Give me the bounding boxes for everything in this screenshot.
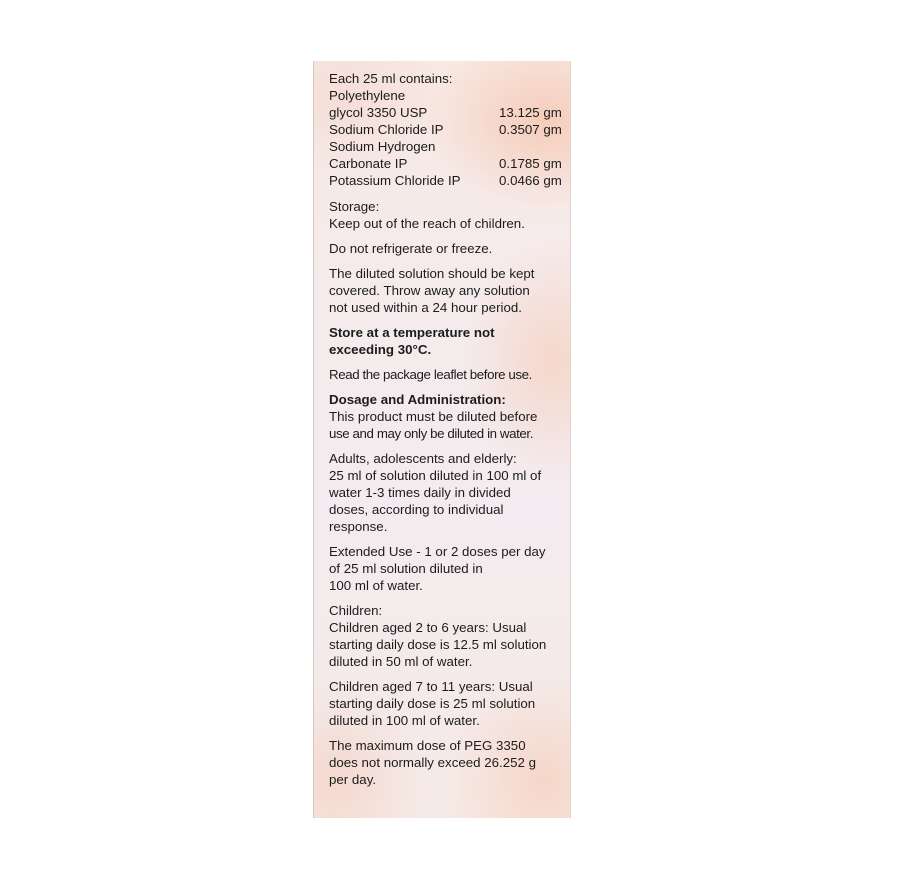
dosage-maximum [329, 737, 569, 788]
paragraph-line: 25 ml of solution diluted in 100 ml of [329, 468, 542, 483]
dosage-children [329, 602, 569, 670]
dosage-extended [329, 543, 569, 594]
storage-children-warning: Keep out of the reach of children. [329, 216, 525, 231]
ingredient-name: Potassium Chloride IP [329, 173, 461, 188]
paragraph-line: 100 ml of water. [329, 578, 423, 593]
ingredient-row [329, 155, 569, 172]
dosage-section [329, 391, 569, 442]
ingredient-amount: 13.125 gm [499, 105, 562, 120]
paragraph-line: diluted in 50 ml of water. [329, 654, 473, 669]
paragraph-line: covered. Throw away any solution [329, 283, 530, 298]
paragraph-line: does not normally exceed 26.252 g [329, 755, 536, 770]
ingredient-name: Sodium Chloride IP [329, 122, 444, 137]
ingredient-name: Carbonate IP [329, 156, 408, 171]
dosage-heading: Dosage and Administration: [329, 392, 506, 407]
paragraph-line: The diluted solution should be kept [329, 266, 535, 281]
paragraph-line: Children aged 2 to 6 years: Usual [329, 620, 527, 635]
storage-section [329, 198, 569, 232]
leaflet-notice [329, 366, 569, 383]
ingredient-name: glycol 3350 USP [329, 105, 428, 120]
ingredient-name: Polyethylene [329, 88, 406, 103]
storage-diluted-paragraph [329, 265, 569, 316]
ingredient-amount: 0.3507 gm [499, 122, 562, 137]
paragraph-line: per day. [329, 772, 377, 787]
paragraph-line: of 25 ml solution diluted in [329, 561, 483, 576]
paragraph-line: response. [329, 519, 388, 534]
paragraph-line: not used within a 24 hour period. [329, 300, 522, 315]
paragraph-line: water 1-3 times daily in divided [329, 485, 511, 500]
dosage-children-older [329, 678, 569, 729]
storage-refrigerate-text: Do not refrigerate or freeze. [329, 241, 493, 256]
ingredient-name: Sodium Hydrogen [329, 139, 436, 154]
storage-refrigerate [329, 240, 569, 257]
paragraph-line: starting daily dose is 25 ml solution [329, 696, 536, 711]
paragraph-line: The maximum dose of PEG 3350 [329, 738, 526, 753]
paragraph-line: Adults, adolescents and elderly: [329, 451, 517, 466]
composition-section [329, 70, 569, 189]
ingredient-row [329, 172, 569, 189]
dosage-adults [329, 450, 569, 535]
paragraph-line: Children: [329, 603, 383, 618]
paragraph-line: Children aged 7 to 11 years: Usual [329, 679, 533, 694]
paragraph-line: Extended Use - 1 or 2 doses per day [329, 544, 546, 559]
paragraph-line: Read the package leaflet before use. [329, 367, 532, 382]
paragraph-line: doses, according to individual [329, 502, 504, 517]
label-panel [313, 61, 571, 818]
ingredient-amount: 0.0466 gm [499, 173, 562, 188]
paragraph-line: use and may only be diluted in water. [329, 426, 533, 441]
paragraph-line: diluted in 100 ml of water. [329, 713, 480, 728]
ingredient-row [329, 104, 569, 121]
paragraph-line: starting daily dose is 12.5 ml solution [329, 637, 547, 652]
composition-header: Each 25 ml contains: [329, 71, 453, 86]
storage-heading: Storage: [329, 199, 380, 214]
storage-temperature [329, 324, 569, 358]
label-text [329, 70, 569, 788]
ingredient-row [329, 121, 569, 138]
paragraph-line: Store at a temperature not [329, 325, 495, 340]
paragraph-line: exceeding 30°C. [329, 342, 432, 357]
ingredient-amount: 0.1785 gm [499, 156, 562, 171]
paragraph-line: This product must be diluted before [329, 409, 538, 424]
